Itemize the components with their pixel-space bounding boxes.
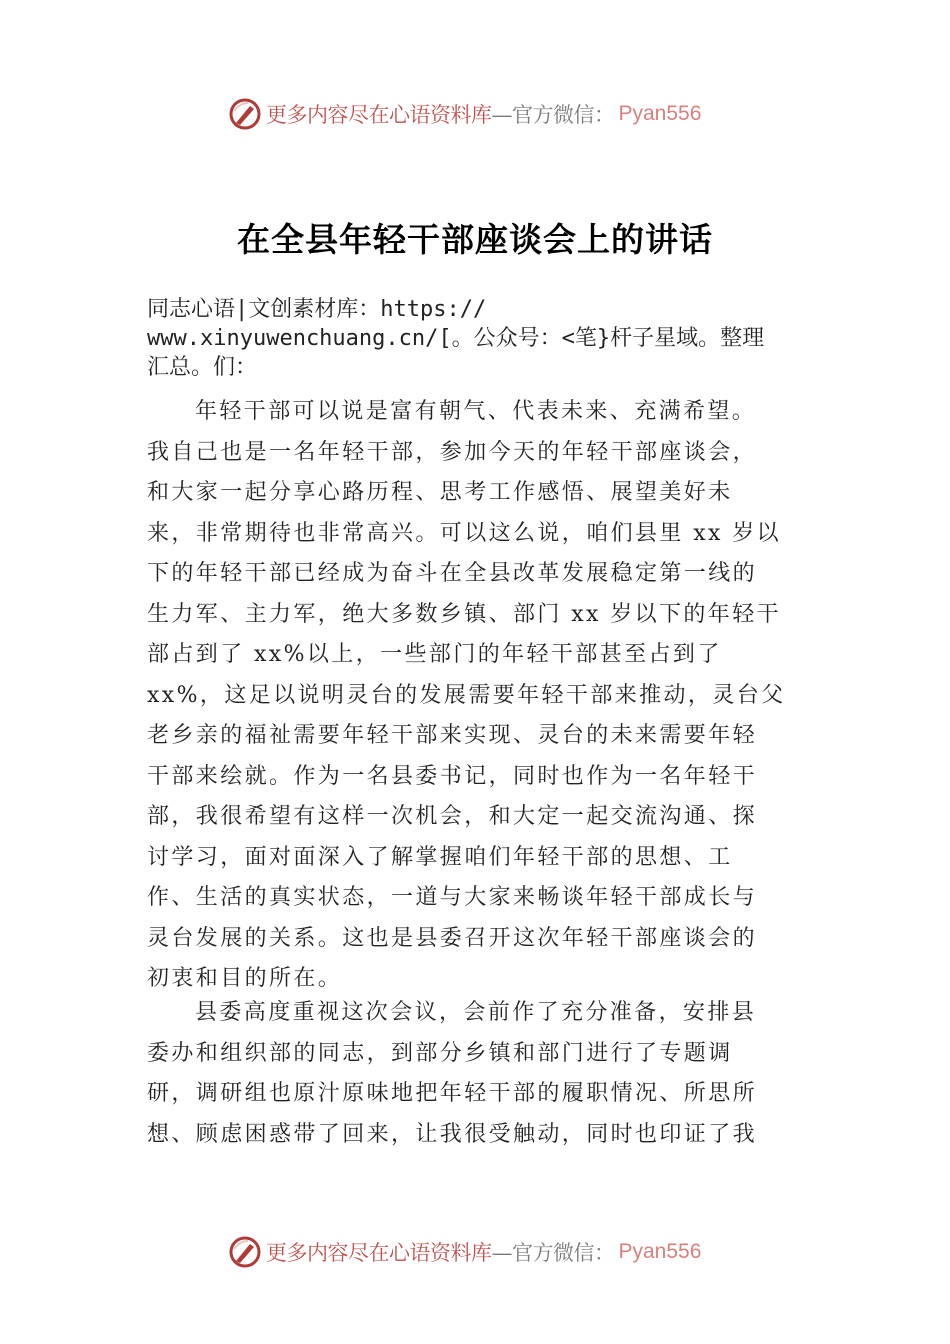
- paragraph-line: 和大家一起分享心路历程、思考工作感悟、展望美好未: [147, 480, 733, 505]
- quill-pen-logo-icon: [228, 97, 262, 131]
- paragraph-line: 部占到了 xx%以上，一些部门的年轻干部甚至占到了: [147, 642, 722, 667]
- paragraph-line: xx%，这足以说明灵台的发展需要年轻干部来推动，灵台父: [147, 682, 786, 708]
- paragraph-line: 来，非常期待也非常高兴。可以这么说，咱们县里 xx 岁以: [147, 520, 782, 546]
- paragraph-line: 年轻干部可以说是富有朝气、代表未来、充满希望。: [195, 399, 757, 424]
- paragraph-line: 初衷和目的所在。: [147, 966, 343, 991]
- paragraph-1: [147, 392, 827, 1000]
- paragraph-line: 灵台发展的关系。这也是县委召开这次年轻干部座谈会的: [147, 925, 758, 951]
- paragraph-line: 研，调研组也原汁原味地把年轻干部的履职情况、所思所: [147, 1081, 758, 1106]
- watermark-main-text: 更多内容尽在心语资料库: [266, 1241, 492, 1265]
- paragraph-line: 生力军、主力军，绝大多数乡镇、部门 xx 岁以下的年轻干: [147, 601, 782, 627]
- paragraph-line: 干部来绘就。作为一名县委书记，同时也作为一名年轻干: [147, 763, 758, 789]
- footer-watermark: [228, 1234, 701, 1270]
- watermark-wechat-id: Pyan556: [618, 1240, 702, 1263]
- watermark-main-text: 更多内容尽在心语资料库: [266, 103, 492, 127]
- paragraph-line: 老乡亲的福祉需要年轻干部来实现、灵台的未来需要年轻: [147, 723, 758, 748]
- watermark-separator-text: —官方微信：: [491, 103, 615, 127]
- paragraph-line: 想、顾虑困惑带了回来，让我很受触动，同时也印证了我: [147, 1121, 758, 1147]
- intro-line: 汇总。们：: [147, 355, 258, 380]
- paragraph-line: 下的年轻干部已经成为奋斗在全县改革发展稳定第一线的: [147, 561, 758, 586]
- document-title: 在全县年轻干部座谈会上的讲话: [237, 220, 713, 259]
- intro-line: www.xinyuwenchuang.cn/[。公众号：<笔}杆子星域。整理: [147, 326, 765, 351]
- paragraph-line: 我自己也是一名年轻干部，参加今天的年轻干部座谈会，: [147, 439, 758, 465]
- paragraph-line: 县委高度重视这次会议，会前作了充分准备，安排县: [195, 1000, 757, 1025]
- header-watermark: [228, 96, 701, 132]
- paragraph-line: 委办和组织部的同志，到部分乡镇和部门进行了专题调: [147, 1040, 733, 1066]
- paragraph-line: 作、生活的真实状态，一道与大家来畅谈年轻干部成长与: [147, 885, 758, 910]
- paragraph-line: 讨学习，面对面深入了解掌握咱们年轻干部的思想、工: [147, 844, 733, 870]
- paragraph-2: [147, 993, 827, 1155]
- source-intro: [147, 295, 827, 382]
- watermark-separator-text: —官方微信：: [491, 1241, 615, 1265]
- paragraph-line: 部，我很希望有这样一次机会，和大定一起交流沟通、探: [147, 804, 758, 829]
- quill-pen-logo-icon: [228, 1235, 262, 1269]
- intro-line: 同志心语|文创素材库：https://: [147, 297, 487, 322]
- watermark-wechat-id: Pyan556: [618, 102, 702, 125]
